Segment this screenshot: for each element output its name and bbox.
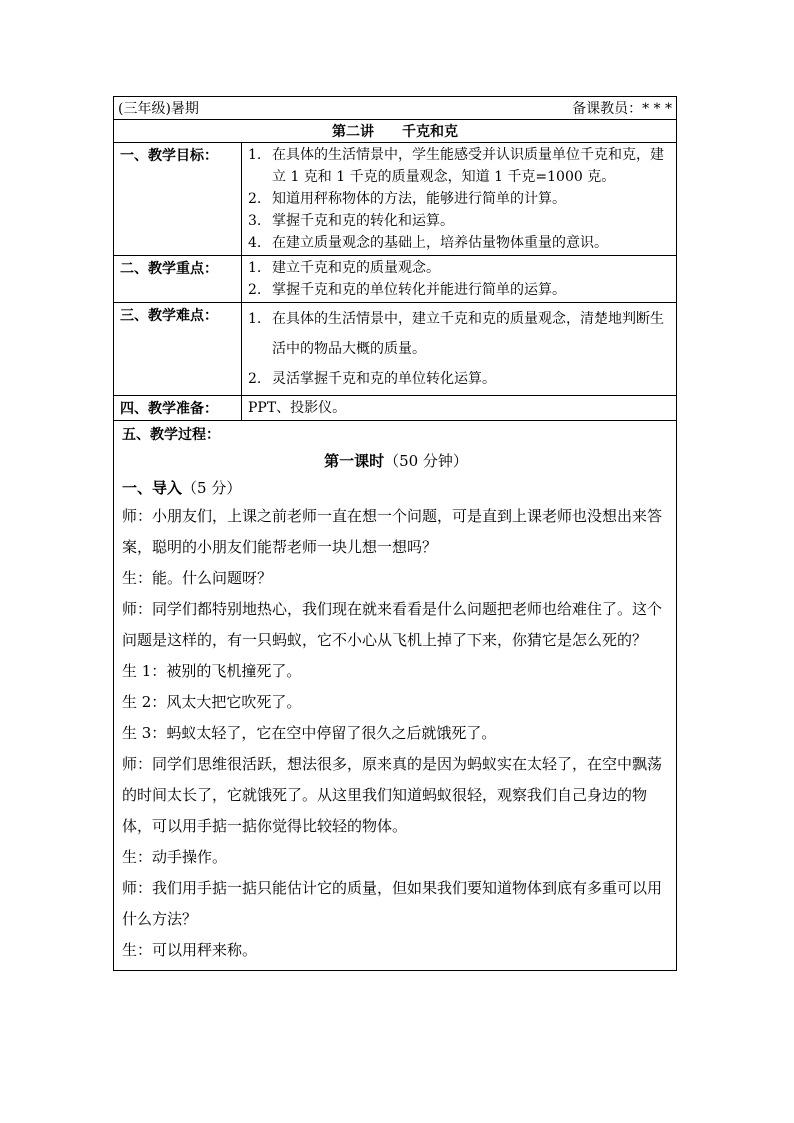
dialogue-line — [122, 842, 670, 873]
dialogue-line — [122, 749, 670, 842]
utterance: 可以用秤来称。 — [152, 941, 258, 959]
list-item: 3. 掌握千克和克的转化和运算。 — [248, 213, 454, 229]
utterance: 能。什么问题呀？ — [152, 569, 273, 587]
utterance: 蚂蚁太轻了，它在空中停留了很久之后就饿死了。 — [166, 724, 497, 742]
lecture-topic: 千克和克 — [402, 124, 458, 140]
process-section — [114, 421, 676, 970]
key-points-list — [242, 256, 676, 302]
list-item: 1. 在具体的生活情景中，学生能感受并认识质量单位千克和克，建立 1 克和 1 千克的质量观念，知道 1 千克=1000 克。 — [248, 147, 664, 185]
utterance: 小朋友们，上课之前老师一直在想一个问题，可是直到上课老师也没想出来答案，聪明的小朋友们能帮老师一块儿想一想吗？ — [122, 507, 663, 556]
dialogue-line — [122, 718, 670, 749]
dialogue-line — [122, 687, 670, 718]
difficulties-row — [114, 303, 676, 396]
dialogue-line — [122, 563, 670, 594]
speaker: 师： — [122, 879, 153, 897]
lesson-heading — [122, 447, 670, 475]
section-heading — [122, 475, 670, 501]
preparation-text: PPT、投影仪。 — [248, 400, 347, 416]
lesson-duration: （50 分钟） — [384, 452, 468, 470]
lecture-number: 第二讲 — [332, 124, 374, 140]
key-points-label: 二、教学重点： — [114, 256, 242, 302]
key-points-row — [114, 256, 676, 303]
dialogue-line — [122, 873, 670, 935]
speaker: 生 1： — [122, 662, 167, 680]
objectives-row — [114, 143, 676, 256]
teacher-name: 备课教员：* * * — [572, 101, 672, 117]
preparation-row — [114, 396, 676, 421]
difficulties-list — [242, 303, 676, 395]
list-item: 2. 灵活掌握千克和克的单位转化运算。 — [248, 371, 496, 387]
speaker: 师： — [122, 600, 153, 618]
list-item: 2. 掌握千克和克的单位转化并能进行简单的运算。 — [248, 282, 566, 298]
utterance: 同学们思维很活跃，想法很多，原来真的是因为蚂蚁实在太轻了，在空中飘荡的时间太长了，它就饿死了。从这里我们知道蚂蚁很轻，观察我们自己身边的物体，可以用手掂一掂你觉得比较轻的物体。 — [122, 755, 663, 835]
speaker: 生： — [122, 941, 153, 959]
objectives-label: 一、教学目标： — [114, 143, 242, 255]
section-duration: （5 分） — [182, 479, 242, 497]
header-row — [114, 97, 676, 120]
difficulties-label: 三、教学难点： — [114, 303, 242, 395]
utterance: 被别的飞机撞死了。 — [166, 662, 302, 680]
list-item: 2. 知道用秤称物体的方法，能够进行简单的计算。 — [248, 191, 566, 207]
lesson-title: 第一课时 — [324, 452, 385, 470]
dialogue-line — [122, 594, 670, 656]
lesson-title-row — [114, 120, 676, 143]
dialogue-line — [122, 935, 670, 966]
dialogue-line — [122, 656, 670, 687]
dialogue-line — [122, 501, 670, 563]
preparation-label: 四、教学准备： — [114, 396, 242, 420]
grade-term: (三年级)暑期 — [118, 101, 199, 117]
lesson-plan-table — [113, 96, 677, 971]
speaker: 师： — [122, 507, 153, 525]
process-label: 五、教学过程： — [122, 427, 220, 443]
utterance: 同学们都特别地热心，我们现在就来看看是什么问题把老师也给难住了。这个问题是这样的，有一只蚂蚁，它不小心从飞机上掉了下来，你猜它是怎么死的？ — [122, 600, 663, 649]
speaker: 生： — [122, 569, 153, 587]
speaker: 师： — [122, 755, 153, 773]
section-title: 一、导入 — [122, 479, 183, 497]
utterance: 动手操作。 — [152, 848, 228, 866]
list-item: 1. 在具体的生活情景中，建立千克和克的质量观念，清楚地判断生活中的物品大概的质量。 — [248, 311, 664, 357]
list-item: 4. 在建立质量观念的基础上，培养估量物体重量的意识。 — [248, 235, 608, 251]
utterance: 我们用手掂一掂只能估计它的质量，但如果我们要知道物体到底有多重可以用什么方法？ — [122, 879, 663, 928]
list-item: 1. 建立千克和克的质量观念。 — [248, 260, 440, 276]
speaker: 生 3： — [122, 724, 167, 742]
speaker: 生： — [122, 848, 153, 866]
objectives-list — [242, 143, 676, 255]
speaker: 生 2： — [122, 693, 167, 711]
process-row — [114, 421, 676, 970]
utterance: 风太大把它吹死了。 — [166, 693, 302, 711]
